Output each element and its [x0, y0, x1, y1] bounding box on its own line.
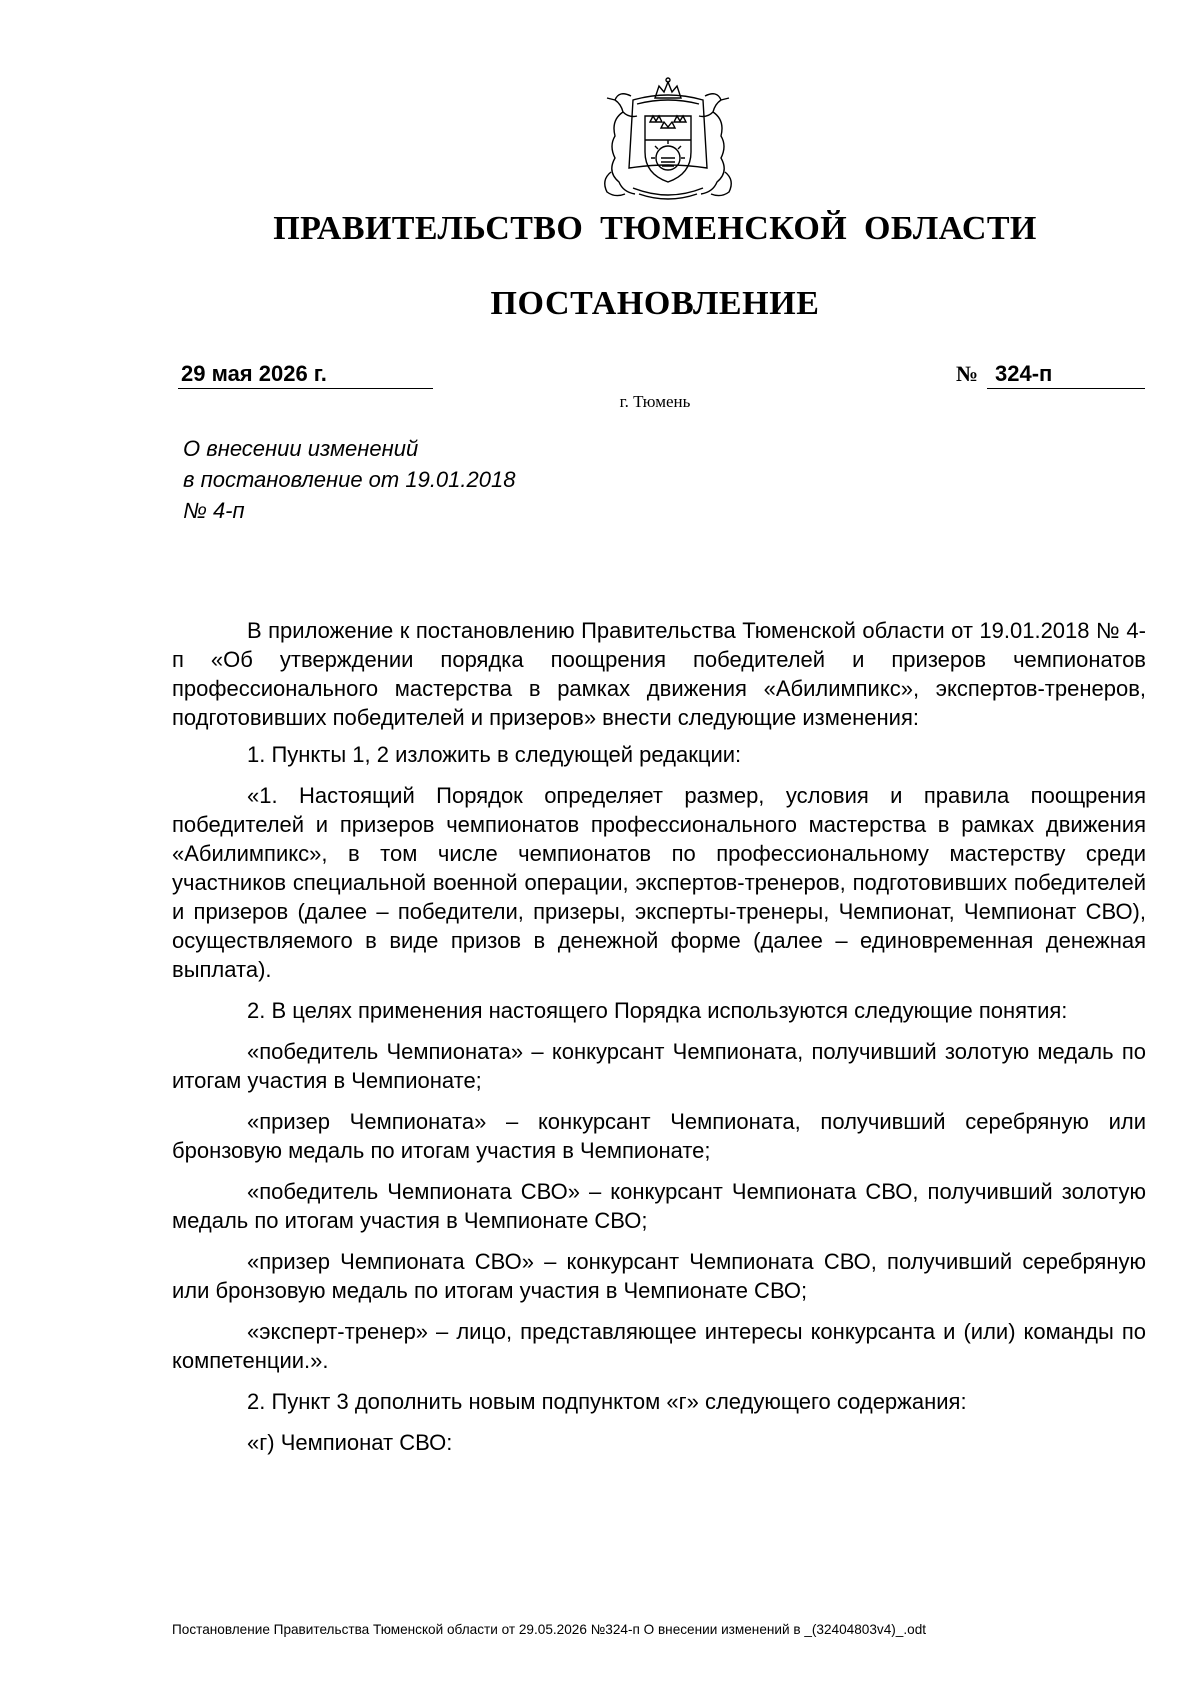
body-paragraph: «эксперт-тренер» – лицо, представляющее интересы конкурсанта и (или) команды по компетенции.». [172, 1319, 1146, 1373]
document-number: 324-п [987, 360, 1145, 389]
body-paragraph: 2. Пункт 3 дополнить новым подпунктом «г» следующего содержания: [247, 1389, 967, 1414]
body-paragraph: «1. Настоящий Порядок определяет размер, условия и правила поощрения победителей и призеров чемпионатов профессионального мастерства в рамках движения «Абилимпикс», в том числе чемпионатов по профессиональному мастерству среди участников специальной военной операции, экспертов-тренеров, подготовивших победителей и призеров (далее – победители, призеры, эксперты-тренеры, Чемпионат, Чемпионат СВО), осуществляемого в виде призов в денежной форме (далее – единовременная денежная выплата). [172, 783, 1146, 982]
document-subject [183, 433, 515, 526]
document-footer: Постановление Правительства Тюменской области от 29.05.2026 №324-п О внесении изменений в _(32404803v4)_.odt [172, 1622, 927, 1637]
tyumen-coat-of-arms-icon [593, 76, 743, 204]
document-date: 29 мая 2026 г. [178, 360, 433, 389]
subject-line: в постановление от 19.01.2018 [183, 467, 516, 492]
body-paragraph: «призер Чемпионата» – конкурсант Чемпионата, получивший серебряную или бронзовую медаль по итогам участия в Чемпионате; [172, 1109, 1146, 1163]
body-paragraph: «г) Чемпионат СВО: [247, 1430, 453, 1455]
subject-line: № 4-п [183, 498, 245, 523]
document-city: г. Тюмень [619, 392, 691, 411]
body-paragraph: «победитель Чемпионата СВО» – конкурсант Чемпионата СВО, получивший золотую медаль по итогам участия в Чемпионате СВО; [172, 1179, 1146, 1233]
body-paragraph: 2. В целях применения настоящего Порядка используются следующие понятия: [247, 998, 1068, 1023]
organization-title: ПРАВИТЕЛЬСТВО ТЮМЕНСКОЙ ОБЛАСТИ [273, 210, 1037, 247]
body-paragraph: «призер Чемпионата СВО» – конкурсант Чемпионата СВО, получивший серебряную или бронзовую медаль по итогам участия в Чемпионате СВО; [172, 1249, 1146, 1303]
body-paragraph: В приложение к постановлению Правительства Тюменской области от 19.01.2018 № 4-п «Об утверждении порядка поощрения победителей и призеров чемпионатов профессионального мастерства в рамках движения «Абилимпикс», экспертов-тренеров, подготовивших победителей и призеров» внести следующие изменения: [172, 618, 1146, 730]
subject-line: О внесении изменений [183, 436, 419, 461]
body-paragraph: 1. Пункты 1, 2 изложить в следующей редакции: [247, 742, 742, 767]
document-type: ПОСТАНОВЛЕНИЕ [490, 285, 820, 322]
document-body [172, 616, 1146, 1469]
document-number-label: № [956, 361, 979, 386]
body-paragraph: «победитель Чемпионата» – конкурсант Чемпионата, получивший золотую медаль по итогам участия в Чемпионате; [172, 1039, 1146, 1093]
